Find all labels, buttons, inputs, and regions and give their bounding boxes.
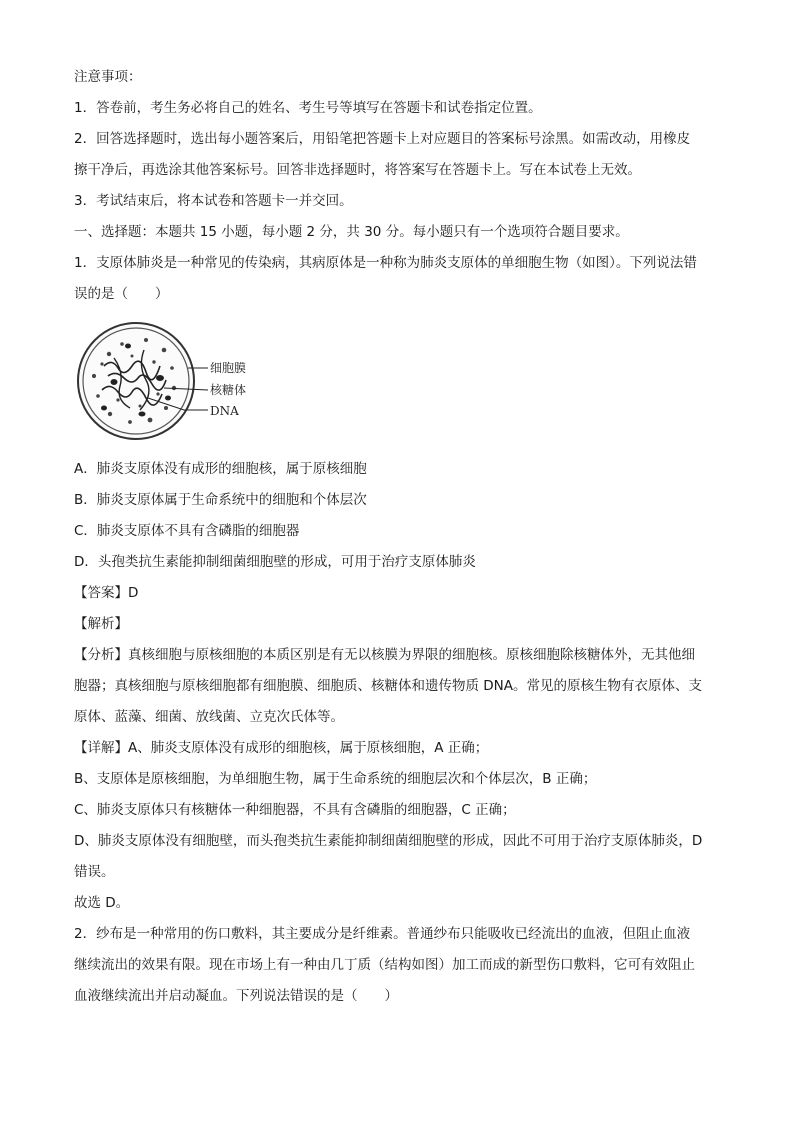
q2-stem-line-3: 血液继续流出并启动凝血。下列说法错误的是（ ） [74, 988, 398, 1004]
q1-analysis-heading: 【解析】 [74, 616, 128, 632]
notice-title: 注意事项： [74, 69, 142, 85]
notice-item-2-cont: 擦干净后，再选涂其他答案标号。回答非选择题时，将答案写在答题卡上。写在本试卷上无效。 [74, 162, 641, 178]
q1-option-d: D．头孢类抗生素能抑制细菌细胞壁的形成，可用于治疗支原体肺炎 [74, 554, 476, 570]
label-cell-membrane: 细胞膜 [210, 361, 247, 375]
q1-option-b: B．肺炎支原体属于生命系统中的细胞和个体层次 [74, 492, 367, 508]
notice-item-1: 1．答卷前，考生务必将自己的姓名、考生号等填写在答题卡和试卷指定位置。 [74, 100, 542, 116]
notice-item-3: 3．考试结束后，将本试卷和答题卡一并交回。 [74, 193, 353, 209]
q1-analysis-line-1: 【分析】真核细胞与原核细胞的本质区别是有无以核膜为界限的细胞核。原核细胞除核糖体外，无其他细 [74, 647, 695, 663]
q1-option-c: C．肺炎支原体不具有含磷脂的细胞器 [74, 523, 300, 539]
q1-detail-line-5: 错误。 [74, 864, 115, 880]
q1-detail-line-2: B、支原体是原核细胞，为单细胞生物，属于生命系统的细胞层次和个体层次，B 正确； [74, 771, 597, 787]
q2-stem-line-1: 2．纱布是一种常用的伤口敷料，其主要成分是纤维素。普通纱布只能吸收已经流出的血液，但阻止血液 [74, 926, 691, 942]
label-ribosome: 核糖体 [210, 383, 247, 397]
mycoplasma-cell-diagram [74, 316, 274, 446]
exam-page [74, 62, 724, 1012]
q1-option-a: A．肺炎支原体没有成形的细胞核，属于原核细胞 [74, 461, 367, 477]
label-dna: DNA [210, 404, 239, 418]
q1-detail-line-3: C、肺炎支原体只有核糖体一种细胞器，不具有含磷脂的细胞器，C 正确； [74, 802, 516, 818]
q1-stem-line-1: 1．支原体肺炎是一种常见的传染病，其病原体是一种称为肺炎支原体的单细胞生物（如图）。下列说法错 [74, 255, 697, 271]
q1-detail-line-1: 【详解】A、肺炎支原体没有成形的细胞核，属于原核细胞，A 正确； [74, 740, 489, 756]
q1-answer: 【答案】D [74, 585, 139, 601]
section-heading: 一、选择题：本题共 15 小题，每小题 2 分，共 30 分。每小题只有一个选项符合题目要求。 [74, 224, 629, 240]
q1-detail-line-4: D、肺炎支原体没有细胞壁，而头孢类抗生素能抑制细菌细胞壁的形成，因此不可用于治疗支原体肺炎，D [74, 833, 703, 849]
q2-stem-line-2: 继续流出的效果有限。现在市场上有一种由几丁质（结构如图）加工而成的新型伤口敷料，它可有效阻止 [74, 957, 695, 973]
mycoplasma-figure [74, 316, 274, 446]
q1-conclusion: 故选 D。 [74, 895, 130, 911]
q1-analysis-line-2: 胞器；真核细胞与原核细胞都有细胞膜、细胞质、核糖体和遗传物质 DNA。常见的原核生物有衣原体、支 [74, 678, 703, 694]
q1-analysis-line-3: 原体、蓝藻、细菌、放线菌、立克次氏体等。 [74, 709, 344, 725]
notice-item-2: 2．回答选择题时，选出每小题答案后，用铅笔把答题卡上对应题目的答案标号涂黑。如需改动，用橡皮 [74, 131, 691, 147]
q1-stem-line-2: 误的是（ ） [74, 286, 169, 302]
